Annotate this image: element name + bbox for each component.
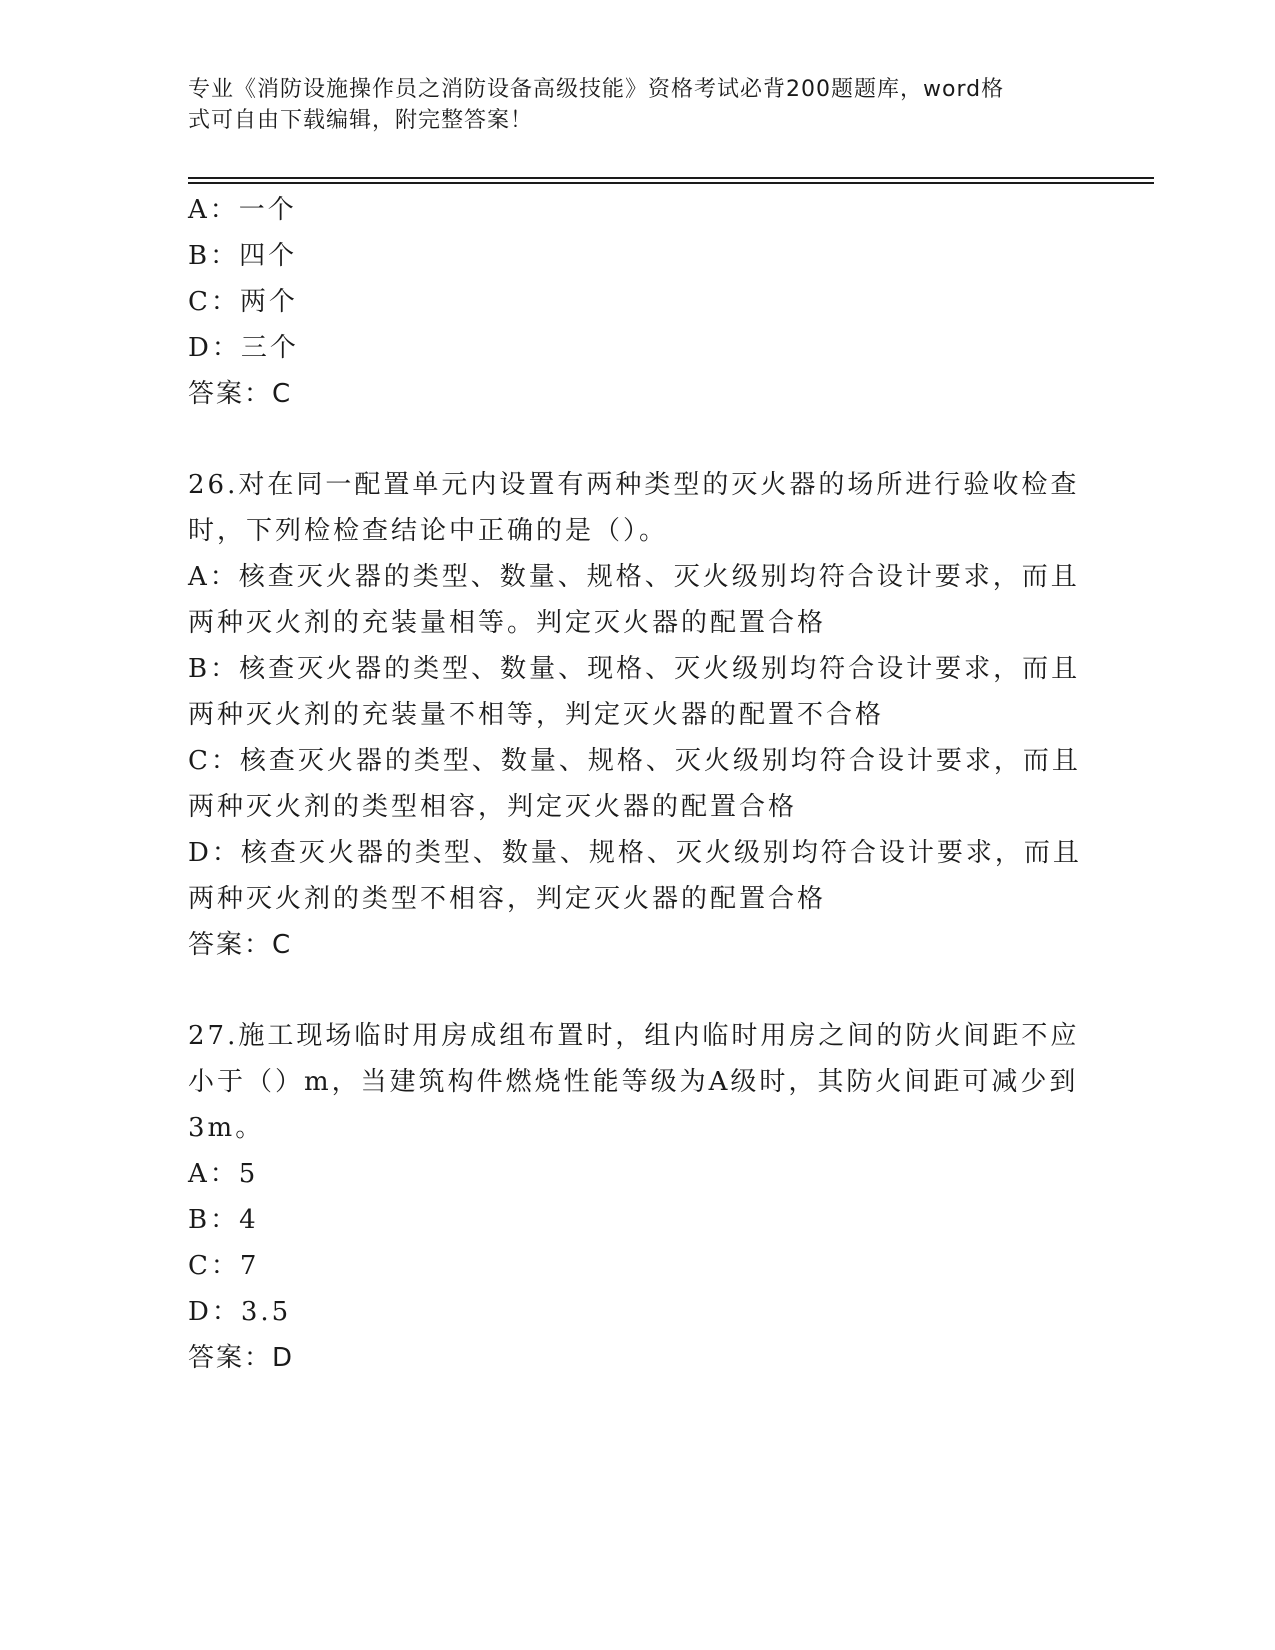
- question-stem-line: 26.对在同一配置单元内设置有两种类型的灭火器的场所进行验收检查: [188, 470, 1080, 500]
- header-divider-top: [188, 177, 1154, 179]
- option-d: D：核查灭火器的类型、数量、规格、灭火级别均符合设计要求，而且: [188, 838, 1082, 868]
- answer-line: 答案：D: [188, 1343, 295, 1373]
- option-c: C：核查灭火器的类型、数量、规格、灭火级别均符合设计要求，而且: [188, 746, 1081, 776]
- question-stem-line: 3m。: [188, 1113, 265, 1143]
- option-a: A：5: [188, 1159, 259, 1189]
- question-26-block: [188, 462, 1088, 968]
- answer-line: 答案：C: [188, 930, 293, 960]
- header-divider-bottom: [188, 182, 1154, 184]
- option-d: D：3.5: [188, 1297, 292, 1327]
- spacer: [188, 417, 1088, 462]
- option-a-continued: 两种灭火剂的充装量相等。判定灭火器的配置合格: [188, 608, 827, 638]
- option-a: A：一个: [188, 195, 297, 225]
- question-27-block: [188, 1013, 1088, 1381]
- spacer: [188, 968, 1088, 1013]
- option-c: C：两个: [188, 287, 298, 317]
- question-stem-line: 27.施工现场临时用房成组布置时，组内临时用房之间的防火间距不应: [188, 1021, 1080, 1051]
- question-stem-line: 小于（）m，当建筑构件燃烧性能等级为A级时，其防火间距可减少到: [188, 1067, 1079, 1097]
- question-stem-line: 时，下列检检查结论中正确的是（）。: [188, 516, 669, 546]
- option-d: D：三个: [188, 333, 299, 363]
- question-content: [188, 187, 1088, 1381]
- document-header: [188, 74, 1088, 136]
- option-b-continued: 两种灭火剂的充装量不相等，判定灭火器的配置不合格: [188, 700, 885, 730]
- option-b: B：4: [188, 1205, 259, 1235]
- question-25-block: [188, 187, 1088, 417]
- answer-line: 答案：C: [188, 379, 293, 409]
- option-b: B：核查灭火器的类型、数量、现格、灭火级别均符合设计要求，而且: [188, 654, 1081, 684]
- option-b: B：四个: [188, 241, 298, 271]
- option-c-continued: 两种灭火剂的类型相容，判定灭火器的配置合格: [188, 792, 798, 822]
- option-a: A：核查灭火器的类型、数量、规格、灭火级别均符合设计要求，而且: [188, 562, 1080, 592]
- option-d-continued: 两种灭火剂的类型不相容，判定灭火器的配置合格: [188, 884, 827, 914]
- option-c: C：7: [188, 1251, 260, 1281]
- header-line-1: 专业《消防设施操作员之消防设备高级技能》资格考试必背200题题库，word格: [188, 77, 1005, 102]
- header-line-2: 式可自由下载编辑，附完整答案！: [188, 108, 534, 133]
